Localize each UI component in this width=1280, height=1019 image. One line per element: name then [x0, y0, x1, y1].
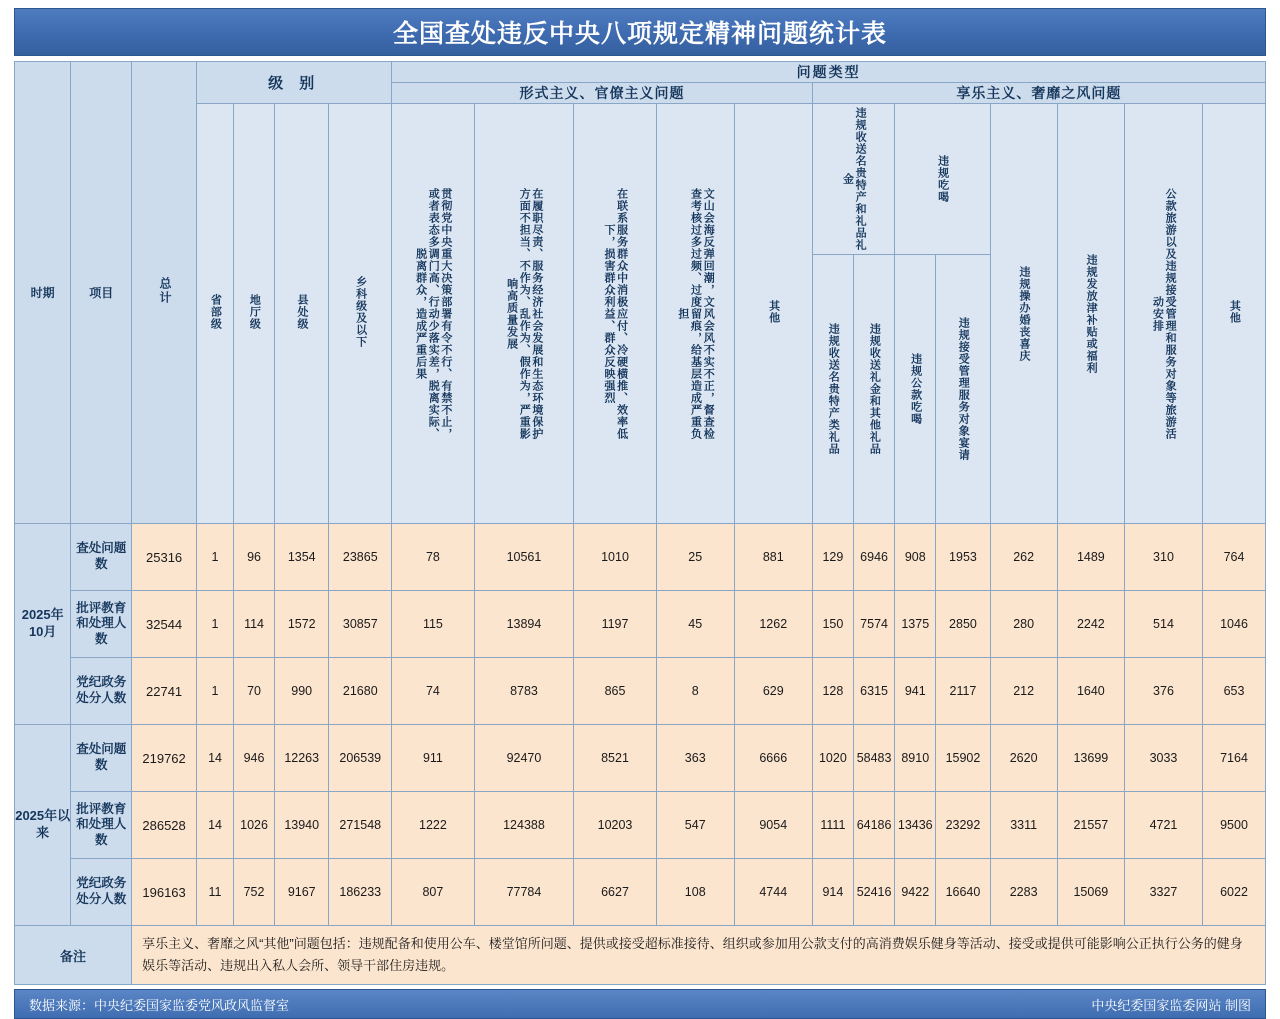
cell: 629 [734, 658, 812, 725]
footer-source: 数据来源：中央纪委国家监委党风政风监督室 [29, 997, 290, 1013]
cell: 3311 [990, 792, 1057, 859]
cell: 3033 [1124, 725, 1202, 792]
table-row [15, 859, 1266, 926]
cell: 262 [990, 524, 1057, 591]
header-formalism-1: 贯彻党中央重大决策部署有令不行、有禁不止，或者表态多调门高、行动少落实差，脱离实际、脱离群众，造成严重后果 [392, 104, 474, 524]
cell: 908 [895, 524, 936, 591]
page-title: 全国查处违反中央八项规定精神问题统计表 [14, 8, 1266, 56]
cell: 45 [656, 591, 734, 658]
cell: 941 [895, 658, 936, 725]
cell: 114 [233, 591, 274, 658]
cell: 13436 [895, 792, 936, 859]
note-label: 备注 [15, 926, 132, 985]
cell: 280 [990, 591, 1057, 658]
cell-total: 286528 [132, 792, 197, 859]
header-total-label: 总计 [157, 277, 172, 305]
cell: 6315 [853, 658, 894, 725]
cell: 14 [197, 725, 234, 792]
cell: 2242 [1057, 591, 1124, 658]
header-level-sheng: 省部级 [197, 104, 234, 524]
cell: 376 [1124, 658, 1202, 725]
header-hedonism-dining-group: 违规吃喝 [895, 104, 990, 255]
note-text: 享乐主义、奢靡之风“其他”问题包括：违规配备和使用公车、楼堂馆所问题、提供或接受超标准接待、组织或参加用公款支付的高消费娱乐健身等活动、接受或提供可能影响公正执行公务的健身娱乐等活动、违规出入私人会所、领导干部住房违规。 [132, 926, 1266, 985]
period-label-ytd: 2025年以来 [15, 725, 71, 926]
table-row [15, 725, 1266, 792]
cell: 77784 [474, 859, 574, 926]
cell: 990 [275, 658, 329, 725]
cell: 1026 [233, 792, 274, 859]
cell: 10561 [474, 524, 574, 591]
cell: 74 [392, 658, 474, 725]
cell: 9500 [1203, 792, 1266, 859]
cell: 1 [197, 591, 234, 658]
note-row [15, 926, 1266, 985]
cell: 1262 [734, 591, 812, 658]
cell: 271548 [329, 792, 392, 859]
cell-total: 219762 [132, 725, 197, 792]
cell-total: 196163 [132, 859, 197, 926]
footer-bar [14, 989, 1266, 1019]
row-label: 党纪政务处分人数 [71, 658, 132, 725]
cell: 15069 [1057, 859, 1124, 926]
cell: 23292 [936, 792, 990, 859]
cell: 310 [1124, 524, 1202, 591]
cell: 25 [656, 524, 734, 591]
header-hedonism-travel: 公款旅游以及违规接受管理和服务对象等旅游活动安排 [1124, 104, 1202, 524]
cell: 8 [656, 658, 734, 725]
cell: 911 [392, 725, 474, 792]
row-label: 查处问题数 [71, 725, 132, 792]
header-formalism-3: 在联系服务群众中消极应付、冷硬横推、效率低下，损害群众利益、群众反映强烈 [574, 104, 656, 524]
cell: 212 [990, 658, 1057, 725]
cell: 653 [1203, 658, 1266, 725]
cell: 1222 [392, 792, 474, 859]
cell: 1489 [1057, 524, 1124, 591]
cell: 1111 [812, 792, 853, 859]
header-hedonism-public-dining: 违规公款吃喝 [895, 255, 936, 524]
cell: 21680 [329, 658, 392, 725]
header-total [132, 62, 197, 524]
cell: 2117 [936, 658, 990, 725]
cell: 12263 [275, 725, 329, 792]
cell: 21557 [1057, 792, 1124, 859]
cell: 78 [392, 524, 474, 591]
cell: 10203 [574, 792, 656, 859]
cell: 1020 [812, 725, 853, 792]
cell-total: 32544 [132, 591, 197, 658]
cell: 64186 [853, 792, 894, 859]
header-group-formalism: 形式主义、官僚主义问题 [392, 83, 813, 104]
header-period: 时期 [15, 62, 71, 524]
cell: 9422 [895, 859, 936, 926]
cell-total: 22741 [132, 658, 197, 725]
header-hedonism-banquet: 违规接受管理服务对象宴请 [936, 255, 990, 524]
cell: 128 [812, 658, 853, 725]
cell: 115 [392, 591, 474, 658]
cell: 7164 [1203, 725, 1266, 792]
header-hedonism-gift-money: 违规收送礼金和其他礼品 [853, 255, 894, 524]
cell: 186233 [329, 859, 392, 926]
cell: 1953 [936, 524, 990, 591]
cell: 1010 [574, 524, 656, 591]
header-item: 项目 [71, 62, 132, 524]
cell: 96 [233, 524, 274, 591]
cell: 1354 [275, 524, 329, 591]
cell: 15902 [936, 725, 990, 792]
cell: 752 [233, 859, 274, 926]
cell: 881 [734, 524, 812, 591]
cell: 1640 [1057, 658, 1124, 725]
cell: 946 [233, 725, 274, 792]
cell: 8783 [474, 658, 574, 725]
cell: 1 [197, 524, 234, 591]
cell: 1375 [895, 591, 936, 658]
cell: 807 [392, 859, 474, 926]
cell: 206539 [329, 725, 392, 792]
cell: 514 [1124, 591, 1202, 658]
header-hedonism-gift-specialty: 违规收送名贵特产类礼品 [812, 255, 853, 524]
cell: 914 [812, 859, 853, 926]
cell: 547 [656, 792, 734, 859]
header-hedonism-other: 其他 [1203, 104, 1266, 524]
header-problem-type: 问题类型 [392, 62, 1266, 83]
cell: 9054 [734, 792, 812, 859]
cell: 1572 [275, 591, 329, 658]
cell: 150 [812, 591, 853, 658]
cell: 4744 [734, 859, 812, 926]
cell: 58483 [853, 725, 894, 792]
cell: 3327 [1124, 859, 1202, 926]
cell-total: 25316 [132, 524, 197, 591]
cell: 70 [233, 658, 274, 725]
cell: 2620 [990, 725, 1057, 792]
cell: 2850 [936, 591, 990, 658]
header-formalism-other: 其他 [734, 104, 812, 524]
cell: 52416 [853, 859, 894, 926]
cell: 124388 [474, 792, 574, 859]
row-label: 党纪政务处分人数 [71, 859, 132, 926]
cell: 23865 [329, 524, 392, 591]
cell: 7574 [853, 591, 894, 658]
cell: 6022 [1203, 859, 1266, 926]
header-hedonism-wedding: 违规操办婚丧喜庆 [990, 104, 1057, 524]
cell: 363 [656, 725, 734, 792]
period-label-oct: 2025年10月 [15, 524, 71, 725]
table-row [15, 524, 1266, 591]
cell: 9167 [275, 859, 329, 926]
cell: 14 [197, 792, 234, 859]
header-hedonism-gift-group: 违规收送名贵特产和礼品礼金 [812, 104, 894, 255]
header-hedonism-allowance: 违规发放津补贴或福利 [1057, 104, 1124, 524]
header-row-3 [15, 104, 1266, 255]
cell: 11 [197, 859, 234, 926]
cell: 865 [574, 658, 656, 725]
cell: 13699 [1057, 725, 1124, 792]
cell: 764 [1203, 524, 1266, 591]
header-row-1 [15, 62, 1266, 83]
cell: 129 [812, 524, 853, 591]
header-level-group: 级 别 [197, 62, 392, 104]
header-formalism-2: 在履职尽责、服务经济社会发展和生态环境保护方面不担当、不作为、乱作为、假作为，严重影响高质量发展 [474, 104, 574, 524]
cell: 8910 [895, 725, 936, 792]
table-row [15, 658, 1266, 725]
header-level-diting: 地厅级 [233, 104, 274, 524]
cell: 92470 [474, 725, 574, 792]
cell: 2283 [990, 859, 1057, 926]
table-row [15, 792, 1266, 859]
header-group-hedonism: 享乐主义、奢靡之风问题 [812, 83, 1265, 104]
footer-credit: 中央纪委国家监委网站 制图 [1091, 997, 1251, 1013]
cell: 1046 [1203, 591, 1266, 658]
header-formalism-4: 文山会海反弹回潮，文风会风不实不正，督查检查考核过多过频、过度留痕，给基层造成严重负担 [656, 104, 734, 524]
cell: 108 [656, 859, 734, 926]
row-label: 查处问题数 [71, 524, 132, 591]
cell: 1197 [574, 591, 656, 658]
cell: 13940 [275, 792, 329, 859]
cell: 6627 [574, 859, 656, 926]
row-label: 批评教育和处理人数 [71, 792, 132, 859]
cell: 16640 [936, 859, 990, 926]
cell: 6666 [734, 725, 812, 792]
row-label: 批评教育和处理人数 [71, 591, 132, 658]
cell: 4721 [1124, 792, 1202, 859]
header-level-xiangke: 乡科级及以下 [329, 104, 392, 524]
cell: 6946 [853, 524, 894, 591]
table-row [15, 591, 1266, 658]
cell: 30857 [329, 591, 392, 658]
cell: 1 [197, 658, 234, 725]
cell: 13894 [474, 591, 574, 658]
header-level-xianchu: 县处级 [275, 104, 329, 524]
statistics-table [14, 61, 1266, 985]
cell: 8521 [574, 725, 656, 792]
